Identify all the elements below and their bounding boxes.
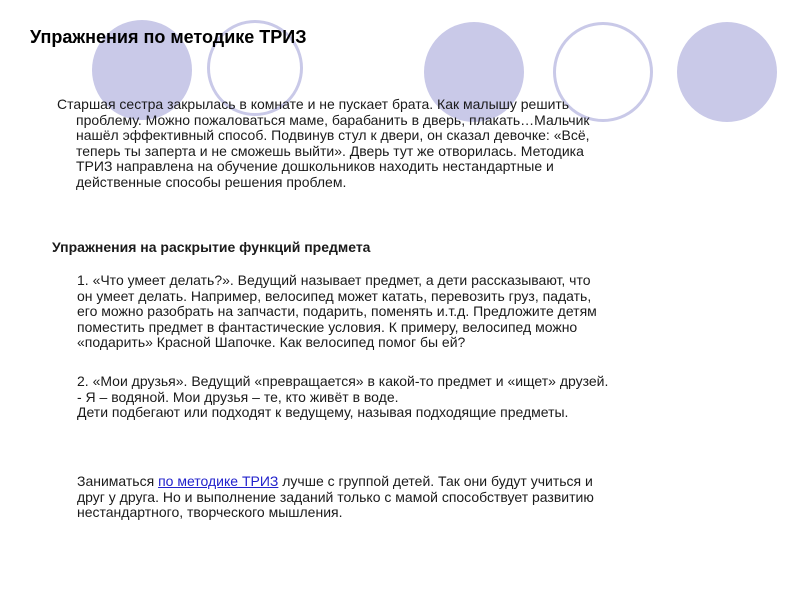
intro-line: Старшая сестра закрылась в комнате и не пускает брата. Как малышу решить	[57, 96, 570, 112]
exercise-line: Дети подбегают или подходят к ведущему, называя подходящие предметы.	[77, 404, 569, 421]
outro-text: Заниматься	[77, 473, 159, 489]
exercise-line: «подарить» Красной Шапочке. Как велосипед помог бы ей?	[77, 334, 466, 351]
outro-text: лучше с группой детей. Так они будут учиться и	[278, 473, 593, 489]
intro-line: действенные способы решения проблем.	[76, 173, 347, 190]
intro-line: нашёл эффективный способ. Подвинув стул к двери, он сказал девочке: «Всё,	[76, 127, 590, 144]
exercise-line: его можно разобрать на запчасти, подарить, поменять и.т.д. Предложите детям	[77, 303, 597, 320]
outro-line: друг у друга. Но и выполнение заданий только с мамой способствует развитию	[77, 488, 594, 505]
triz-method-link[interactable]: по методике ТРИЗ	[158, 473, 279, 489]
exercise-line: 2. «Мои друзья». Ведущий «превращается» в какой-то предмет и «ищет» друзей.	[77, 373, 609, 389]
intro-line: теперь ты заперта и не сможешь выйти». Дверь тут же отворилась. Методика	[76, 142, 584, 159]
intro-line: проблему. Можно пожаловаться маме, барабанить в дверь, плакать…Мальчик	[76, 111, 590, 128]
intro-paragraph	[57, 97, 757, 191]
outro-line	[77, 474, 777, 490]
outro-line: нестандартного, творческого мышления.	[77, 504, 343, 521]
slide-title: Упражнения по методике ТРИЗ	[30, 27, 307, 47]
exercise-line: он умеет делать. Например, велосипед может катать, перевозить груз, падать,	[77, 287, 592, 304]
outro-paragraph	[77, 474, 777, 521]
exercise-line: - Я – водяной. Мои друзья – те, кто живёт в воде.	[77, 388, 399, 405]
exercise-line: 1. «Что умеет делать?». Ведущий называет предмет, а дети рассказывают, что	[77, 272, 591, 288]
exercise-line: поместить предмет в фантастические условия. К примеру, велосипед можно	[77, 318, 578, 335]
exercise-1-paragraph	[77, 273, 777, 351]
intro-line: ТРИЗ направлена на обучение дошкольников находить нестандартные и	[76, 158, 554, 175]
section-heading: Упражнения на раскрытие функций предмета	[52, 239, 371, 255]
exercise-2-paragraph	[77, 374, 777, 421]
